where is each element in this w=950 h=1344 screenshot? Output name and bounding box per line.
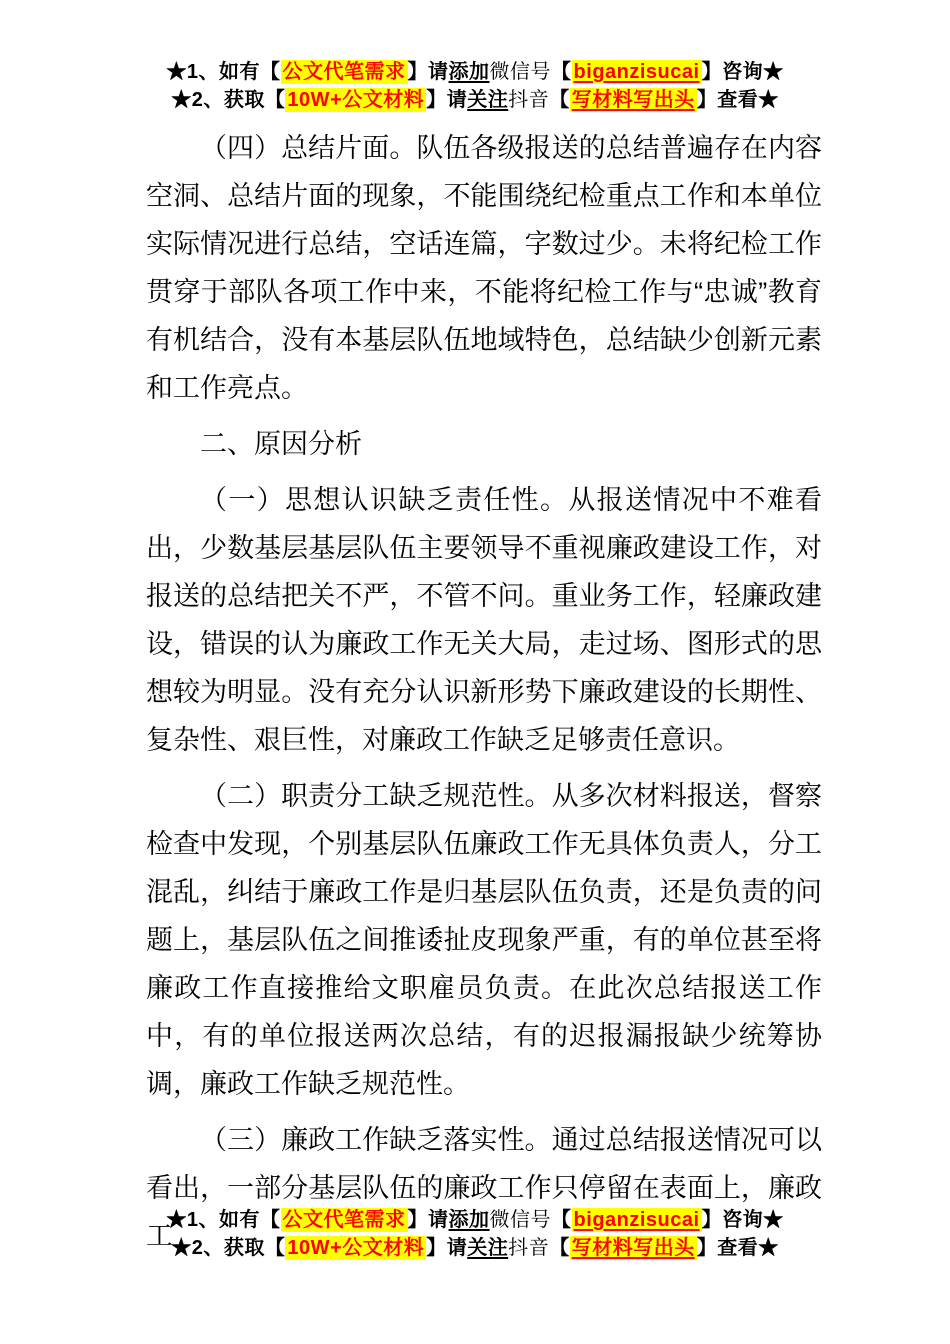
notice-segment: 【 (551, 1209, 572, 1231)
header-notice-line-2 (0, 86, 950, 114)
notice-segment: biganzisucai (573, 61, 700, 83)
notice-segment: biganzisucai (573, 1209, 700, 1231)
paragraph: （四）总结片面。队伍各级报送的总结普遍存在内容空洞、总结片面的现象，不能围绕纪检重点工作和本单位实际情况进行总结，空话连篇，字数过少。未将纪检工作贯穿于部队各项工作中来，不能将纪检工作与“忠诚”教育有机结合，没有本基层队伍地域特色，总结缺少创新元素和工作亮点。 (146, 133, 822, 403)
notice-segment: 】查看★ (696, 89, 779, 111)
notice-segment: 写材料写出头 (571, 1237, 695, 1259)
notice-segment: 抖音 (508, 89, 550, 111)
notice-segment: 关注 (467, 1237, 509, 1259)
notice-segment: ★2、获取【 (171, 89, 286, 111)
notice-segment: 微信号 (489, 1209, 552, 1231)
notice-segment: ★1、如有【 (166, 61, 281, 83)
notice-segment: 微信号 (489, 61, 552, 83)
section-heading: 二、原因分析 (200, 429, 362, 459)
footer-notice (0, 1206, 950, 1262)
notice-segment: ★1、如有【 (166, 1209, 281, 1231)
notice-segment: 】请 (426, 1237, 468, 1259)
notice-segment: 添加 (448, 1209, 490, 1231)
notice-segment: 公文代笔需求 (282, 61, 406, 83)
notice-segment: 添加 (448, 61, 490, 83)
notice-segment: 抖音 (508, 1237, 550, 1259)
paragraph: （二）职责分工缺乏规范性。从多次材料报送，督察检查中发现，个别基层队伍廉政工作无具体负责人，分工混乱，纠结于廉政工作是归基层队伍负责，还是负责的问题上，基层队伍之间推诿扯皮现象严重，有的单位甚至将廉政工作直接推给文职雇员负责。在此次总结报送工作中，有的单位报送两次总结，有的迟报漏报缺少统筹协调，廉政工作缺乏规范性。 (146, 781, 822, 1099)
notice-segment: 】请 (407, 1209, 449, 1231)
footer-notice-line-2 (0, 1234, 950, 1262)
notice-segment: ★2、获取【 (171, 1237, 286, 1259)
notice-segment: 10W+公文材料 (287, 89, 425, 111)
notice-segment: 】查看★ (696, 1237, 779, 1259)
paragraph: （一）思想认识缺乏责任性。从报送情况中不难看出，少数基层基层队伍主要领导不重视廉政建设工作，对报送的总结把关不严，不管不问。重业务工作，轻廉政建设，错误的认为廉政工作无关大局，走过场、图形式的思想较为明显。没有充分认识新形势下廉政建设的长期性、复杂性、艰巨性，对廉政工作缺乏足够责任意识。 (146, 485, 822, 755)
notice-segment: 】咨询★ (701, 1209, 784, 1231)
notice-segment: 【 (549, 89, 570, 111)
header-notice-line-1 (0, 58, 950, 86)
paragraph: （三）廉政工作缺乏落实性。通过总结报送情况可以看出，一部分基层队伍的廉政工作只停留在表面上，廉政工 (146, 1125, 822, 1251)
notice-segment: 关注 (467, 89, 509, 111)
header-notice (0, 0, 950, 114)
footer-notice-line-1 (0, 1206, 950, 1234)
notice-segment: 10W+公文材料 (287, 1237, 425, 1259)
notice-segment: 】请 (426, 89, 468, 111)
notice-segment: 】请 (407, 61, 449, 83)
notice-segment: 【 (549, 1237, 570, 1259)
notice-segment: 写材料写出头 (571, 89, 695, 111)
notice-segment: 】咨询★ (701, 61, 784, 83)
notice-segment: 公文代笔需求 (282, 1209, 406, 1231)
document-body (146, 124, 822, 1260)
notice-segment: 【 (551, 61, 572, 83)
